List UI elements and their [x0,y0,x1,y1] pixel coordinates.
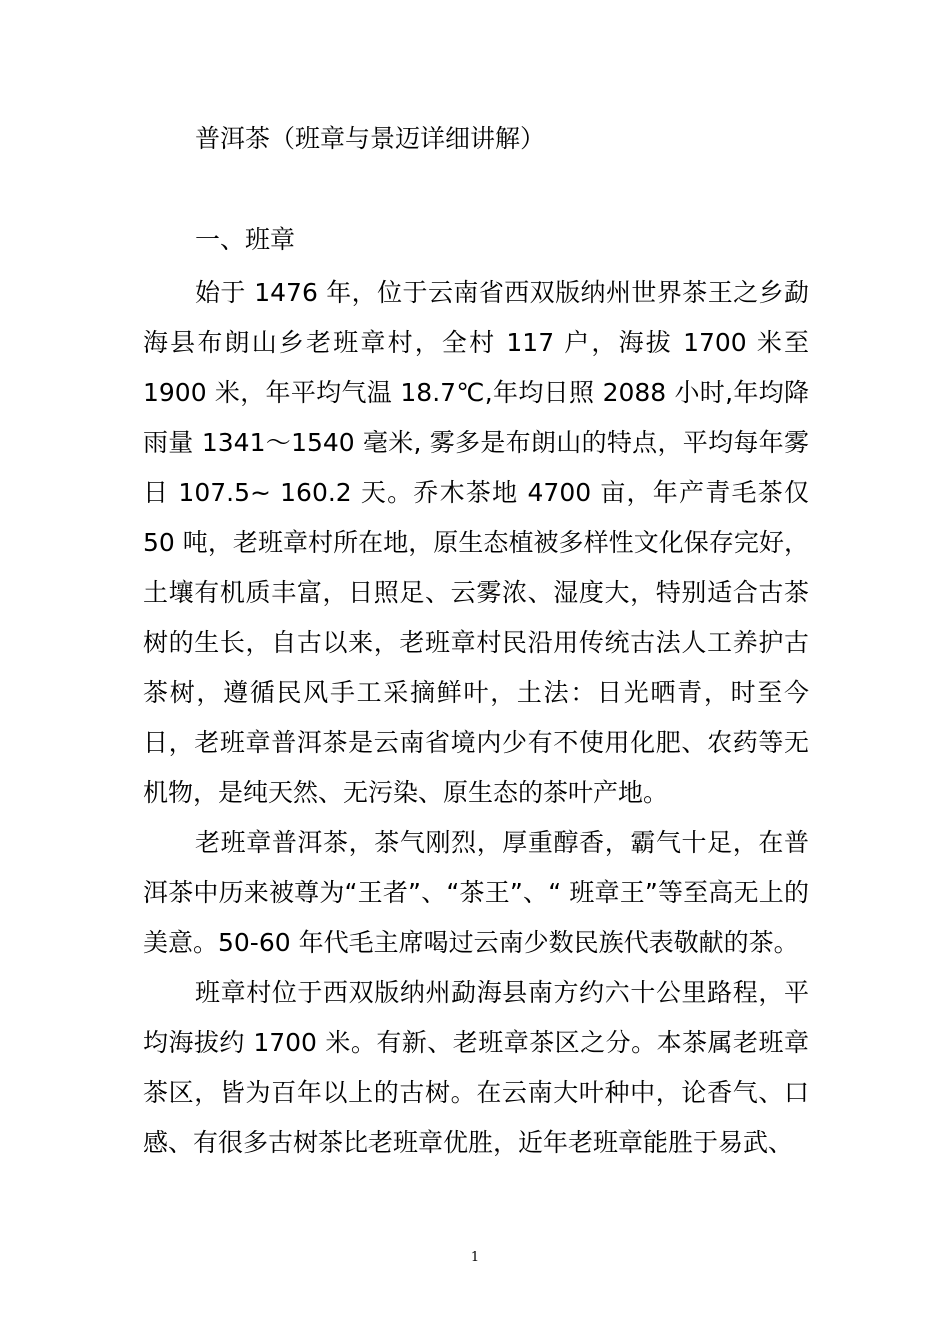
document-title: 普洱茶（班章与景迈详细讲解） [195,124,546,153]
paragraph: 班章村位于西双版纳州勐海县南方约六十公里路程，平均海拔约 1700 米。有新、老班章茶区之分。本茶属老班章茶区，皆为百年以上的古树。在云南大叶种中，论香气、口感、有很多古树茶比老班章优胜，近年老班章能胜于易武、 [143,978,809,1157]
paragraph: 始于 1476 年，位于云南省西双版纳州世界茶王之乡勐海县布朗山乡老班章村，全村 117 户，海拔 1700 米至 1900 米，年平均气温 18.7℃,年均日照 2088 小时,年均降雨量 1341～1540 毫米, 雾多是布朗山的特点，平均每年雾日 107.5~ 160.2 天。乔木茶地 4700 亩，年产青毛茶仅 50 吨，老班章村所在地，原生态植被多样性文化保存完好，土壤有机质丰富，日照足、云雾浓、湿度大，特别适合古茶树的生长，自古以来，老班章村民沿用传统古法人工养护古茶树，遵循民风手工采摘鲜叶，土法：日光晒青，时至今日，老班章普洱茶是云南省境内少有不使用化肥、农药等无机物，是纯天然、无污染、原生态的茶叶产地。 [143,278,809,807]
section-heading: 一、班章 [195,225,296,254]
paragraph: 老班章普洱茶，茶气刚烈，厚重醇香，霸气十足，在普洱茶中历来被尊为“王者”、“茶王”、“ 班章王”等至高无上的美意。50-60 年代毛主席喝过云南少数民族代表敬献的茶。 [143,828,809,957]
document-body [143,268,809,1168]
page-number: 1 [470,1250,480,1265]
